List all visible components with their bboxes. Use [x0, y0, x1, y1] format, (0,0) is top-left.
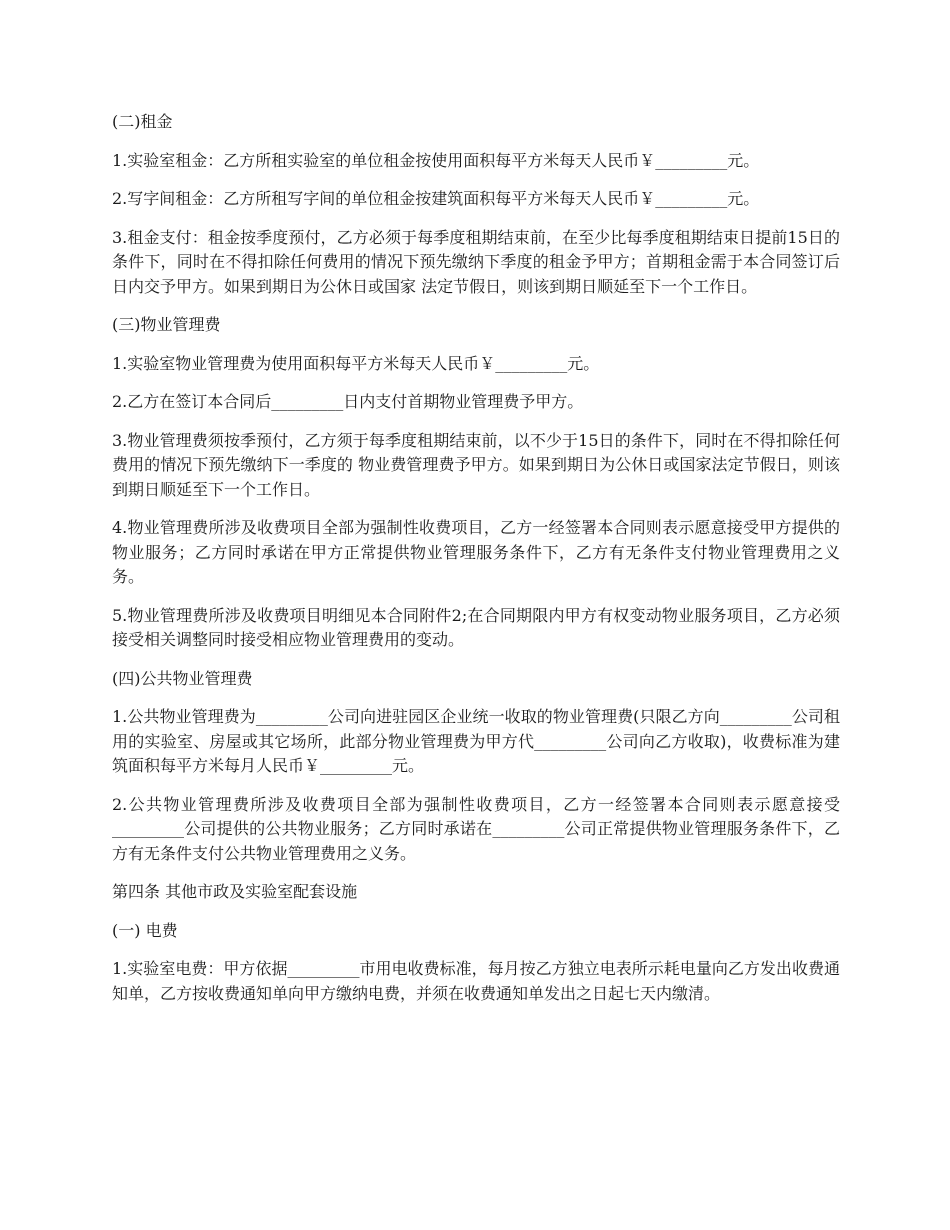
paragraph-first-property-fee: 2.乙方在签订本合同后_________日内支付首期物业管理费予甲方。	[112, 392, 584, 411]
paragraph-public-fee-definition: 1.公共物业管理费为_________公司向进驻园区企业统一收取的物业管理费(只限乙方向_________公司租用的实验室、房屋或其它场所，此部分物业管理费为甲方代_________公司向乙方收取)，收费标准为建筑面积每平方米每月人民币￥_________元。	[112, 707, 840, 775]
section-heading-public-property-fee: (四)公共物业管理费	[112, 668, 253, 688]
section-heading-property-fee: (三)物业管理费	[112, 315, 221, 334]
section-heading-electricity: (一) 电费	[112, 920, 178, 940]
paragraph-office-rent: 2.写字间租金：乙方所租写字间的单位租金按建筑面积每平方米每天人民币￥_________元。	[112, 189, 760, 208]
document-page	[112, 110, 840, 1020]
paragraph-property-fee-prepay: 3.物业管理费须按季预付，乙方须于每季度租期结束前，以不少于15日的条件下，同时在不得扣除任何费用的情况下预先缴纳下一季度的 物业费管理费予甲方。如果到期日为公休日或国家法定节假日，则该到期日顺延至下一个工作日。	[112, 430, 840, 499]
paragraph-public-fee-mandatory: 2.公共物业管理费所涉及收费项目全部为强制性收费项目，乙方一经签署本合同则表示愿意接受_________公司提供的公共物业服务；乙方同时承诺在_________公司正常提供物业管理服务条件下，乙方有无条件支付公共物业管理费用之义务。	[112, 794, 840, 863]
section-heading-rent: (二)租金	[112, 112, 173, 131]
paragraph-property-fee-mandatory: 4.物业管理费所涉及收费项目全部为强制性收费项目，乙方一经签署本合同则表示愿意接受甲方提供的物业服务；乙方同时承诺在甲方正常提供物业管理服务条件下，乙方有无条件支付物业管理费用之义务。	[112, 518, 840, 586]
paragraph-lab-electricity: 1.实验室电费：甲方依据_________市用电收费标准，每月按乙方独立电表所示耗电量向乙方发出收费通知单，乙方按收费通知单向甲方缴纳电费，并须在收费通知单发出之日起七天内缴清。	[112, 959, 840, 1003]
paragraph-rent-payment: 3.租金支付：租金按季度预付，乙方必须于每季度租期结束前，在至少比每季度租期结束日提前15日的条件下，同时在不得扣除任何费用的情况下预先缴纳下季度的租金予甲方；首期租金需于本合同签订后日内交予甲方。如果到期日为公休日或国家 法定节假日，则该到期日顺延至下一个工作日。	[112, 227, 840, 296]
paragraph-property-fee-details: 5.物业管理费所涉及收费项目明细见本合同附件2;在合同期限内甲方有权变动物业服务项目，乙方必须接受相关调整同时接受相应物业管理费用的变动。	[112, 605, 840, 649]
article-heading-facilities: 第四条 其他市政及实验室配套设施	[112, 882, 358, 901]
paragraph-lab-rent: 1.实验室租金：乙方所租实验室的单位租金按使用面积每平方米每天人民币￥_________元。	[112, 150, 760, 170]
paragraph-lab-property-fee: 1.实验室物业管理费为使用面积每平方米每天人民币￥_________元。	[112, 353, 600, 373]
